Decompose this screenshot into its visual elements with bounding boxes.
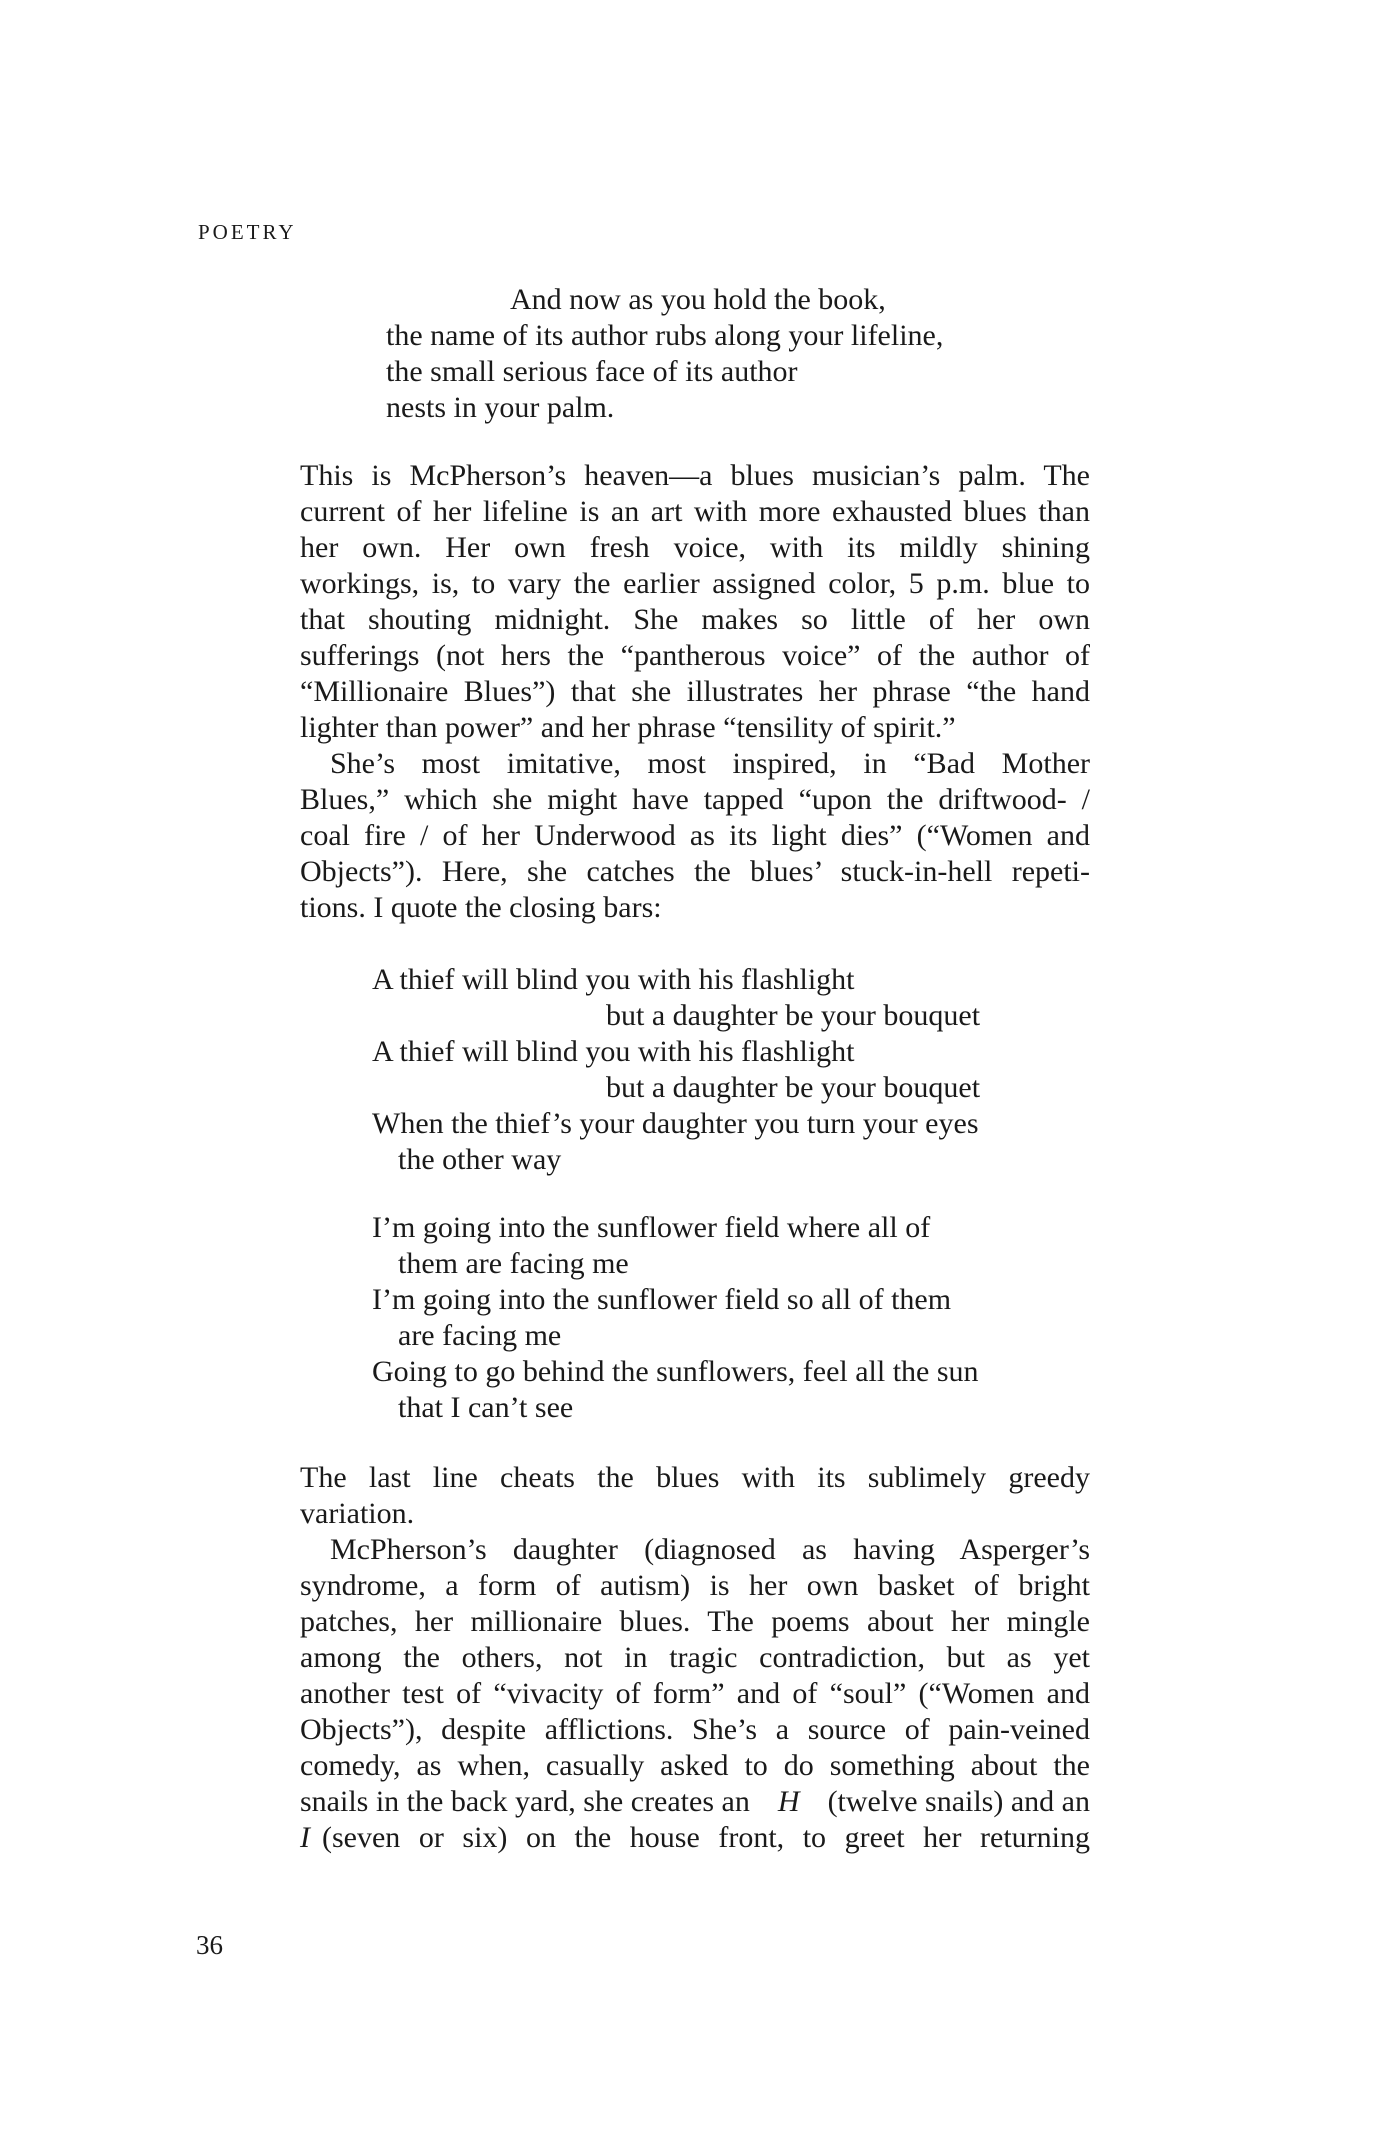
paragraph-line: another test of “vivacity of form” and of “soul” (“Women and: [300, 1677, 1090, 1710]
paragraph-line: The last line cheats the blues with its sublimely greedy: [300, 1461, 1090, 1494]
verse-line: them are facing me: [398, 1247, 629, 1280]
paragraph-line: She’s most imitative, most inspired, in “Bad Mother: [330, 747, 1090, 780]
text-run: (seven or six) on the house front, to greet her returning: [322, 1821, 1090, 1854]
paragraph-line: that shouting midnight. She makes so little of her own: [300, 603, 1090, 636]
verse-line: I’m going into the sunflower field where all of: [372, 1211, 931, 1244]
paragraph-line: [300, 1820, 1090, 1856]
paragraph-line: McPherson’s daughter (diagnosed as having Asperger’s: [330, 1533, 1090, 1566]
paragraph-line: Blues,” which she might have tapped “upon the driftwood- /: [300, 783, 1090, 816]
verse-line: but a daughter be your bouquet: [606, 1071, 981, 1104]
quote-line: And now as you hold the book,: [510, 283, 886, 316]
quote-line: the name of its author rubs along your lifeline,: [386, 319, 944, 352]
page-number: 36: [196, 1930, 223, 1960]
verse-line: When the thief’s your daughter you turn your eyes: [372, 1107, 979, 1140]
quote-line: the small serious face of its author: [386, 355, 798, 388]
italic-letter: I: [300, 1821, 310, 1854]
quote-line: nests in your palm.: [386, 391, 615, 424]
verse-line: are facing me: [398, 1319, 562, 1352]
paragraph-line: “Millionaire Blues”) that she illustrates her phrase “the hand: [300, 675, 1090, 708]
section-header: POETRY: [198, 220, 297, 244]
italic-letter: H: [777, 1785, 800, 1818]
paragraph-line: coal fire / of her Underwood as its light dies” (“Women and: [300, 819, 1090, 852]
paragraph-line: lighter than power” and her phrase “tensility of spirit.”: [300, 711, 956, 744]
text-run: snails in the back yard, she creates an: [300, 1785, 750, 1818]
verse-line: A thief will blind you with his flashlight: [372, 963, 855, 996]
text-run: (twelve snails) and an: [827, 1785, 1090, 1818]
verse-line: but a daughter be your bouquet: [606, 999, 981, 1032]
paragraph-line: patches, her millionaire blues. The poems about her mingle: [300, 1605, 1090, 1638]
verse-line: I’m going into the sunflower field so all of them: [372, 1283, 952, 1316]
paragraph-line: [300, 1784, 1090, 1820]
verse-line: that I can’t see: [398, 1391, 574, 1424]
verse-line: the other way: [398, 1143, 562, 1176]
paragraph-line: workings, is, to vary the earlier assigned color, 5 p.m. blue to: [300, 567, 1090, 600]
paragraph-line: tions. I quote the closing bars:: [300, 891, 662, 924]
paragraph-line: syndrome, a form of autism) is her own basket of bright: [300, 1569, 1090, 1602]
paragraph-line: Objects”), despite afflictions. She’s a source of pain-veined: [300, 1713, 1090, 1746]
paragraph-line: current of her lifeline is an art with more exhausted blues than: [300, 495, 1090, 528]
verse-line: A thief will blind you with his flashlight: [372, 1035, 855, 1068]
paragraph-line: This is McPherson’s heaven—a blues musician’s palm. The: [300, 459, 1090, 492]
verse-line: Going to go behind the sunflowers, feel all the sun: [372, 1355, 979, 1388]
paragraph-line: among the others, not in tragic contradiction, but as yet: [300, 1641, 1090, 1674]
paragraph-line: her own. Her own fresh voice, with its mildly shining: [300, 531, 1090, 564]
paragraph-line: Objects”). Here, she catches the blues’ stuck-in-hell repeti-: [300, 855, 1090, 888]
paragraph-line: sufferings (not hers the “pantherous voice” of the author of: [300, 639, 1090, 672]
paragraph-line: variation.: [300, 1497, 415, 1530]
paragraph-line: comedy, as when, casually asked to do something about the: [300, 1749, 1090, 1782]
